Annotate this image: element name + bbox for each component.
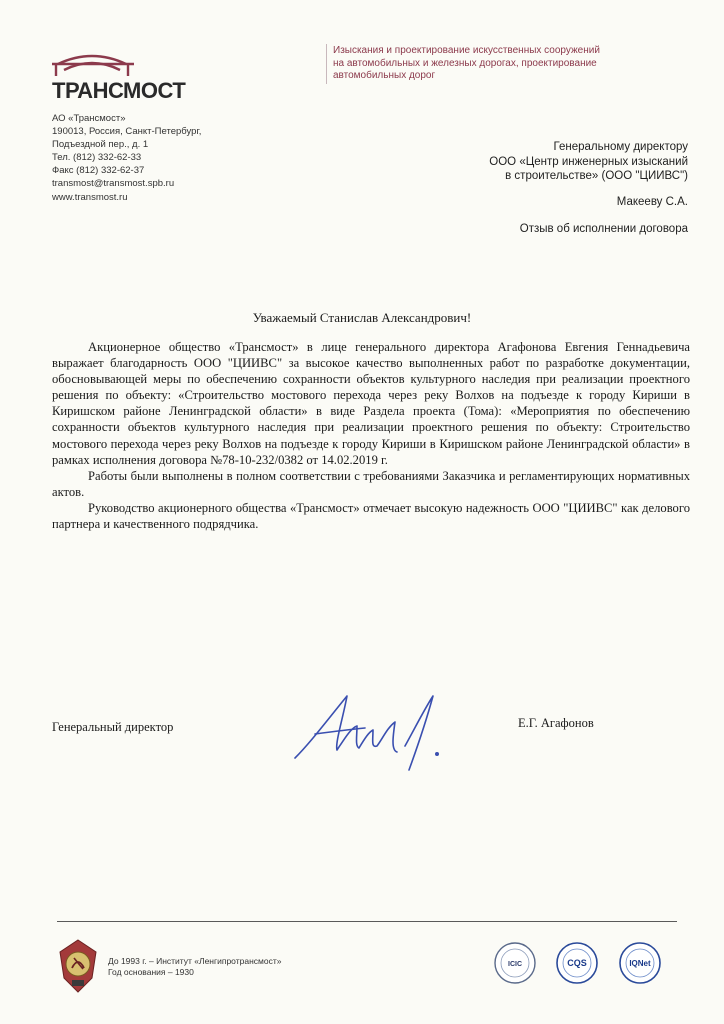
- handwritten-signature: [285, 688, 455, 778]
- salutation: Уважаемый Станислав Александрович!: [252, 310, 472, 325]
- letter-body: [52, 339, 690, 532]
- icic-certificate-icon: [493, 941, 537, 985]
- logo-wordmark: ТРАНСМОСТ: [52, 78, 186, 103]
- tagline-line: Изыскания и проектирование искусственных сооружений: [333, 45, 600, 56]
- cert-label: ICIC: [508, 961, 522, 968]
- cert-label: IQNet: [629, 959, 651, 968]
- addressee-line: ООО «Центр инженерных изысканий: [489, 155, 688, 168]
- footer-line: До 1993 г. – Институт «Ленгипротрансмост»: [108, 956, 282, 966]
- sender-fax: Факс (812) 332-62-37: [52, 165, 145, 177]
- addressee-line: в строительстве» (ООО "ЦИИВС"): [505, 170, 688, 182]
- sender-phone: Тел. (812) 332-62-33: [52, 152, 142, 164]
- body-paragraph: Работы были выполнены в полном соответствии с требованиями Заказчика и регламентирующих нормативных актов.: [52, 468, 690, 499]
- tagline-line: автомобильных дорог: [333, 70, 436, 81]
- order-emblem-icon: [56, 938, 100, 994]
- company-tagline: [333, 45, 663, 83]
- footer-history: [108, 956, 281, 978]
- body-paragraph: Акционерное общество «Трансмост» в лице генерального директора Агафонова Евгения Геннадьевича выражает благодарность ООО "ЦИИВС" за высокое качество выполненных работ по разработке документации, обосновывающей меры по обеспечению сохранности объектов культурного наследия при реализации проектного решения по объекту: «Строительство мостового перехода через реку Волхов на подъезде к городу Кириши в Киришском районе Ленинградской области» в виде Раздела проекта (Тома): «Мероприятия по обеспечению сохранности объектов культурного наследия при реализации проектного решения по объекту: Строительство мостового перехода через реку Волхов на подъезде к городу Кириши в Киришском районе Ленинградской области» в рамках исполнения договора №78-10-232/0382 от 14.02.2019 г.: [52, 340, 690, 467]
- sender-address-line: 190013, Россия, Санкт-Петербург,: [52, 126, 202, 138]
- signatory-title: Генеральный директор: [52, 720, 174, 734]
- footer-line: Год основания – 1930: [108, 967, 194, 977]
- addressee-block: [348, 140, 688, 237]
- tagline-line: на автомобильных и железных дорогах, проектирование: [333, 57, 597, 69]
- addressee-name: Макееву С.А.: [616, 195, 688, 208]
- cqs-certificate-icon: [555, 941, 599, 985]
- sender-website: www.transmost.ru: [52, 191, 128, 203]
- sender-email: transmost@transmost.spb.ru: [52, 178, 175, 190]
- cert-label: CQS: [567, 958, 587, 968]
- footer-divider: [57, 921, 677, 922]
- iqnet-certificate-icon: [618, 941, 662, 985]
- header-divider: [326, 44, 327, 84]
- letter-subject: Отзыв об исполнении договора: [519, 223, 688, 235]
- sender-address-line: Подъездной пер., д. 1: [52, 139, 149, 151]
- sender-company: АО «Трансмост»: [52, 113, 126, 124]
- addressee-line: Генеральному директору: [553, 141, 688, 153]
- sender-block: [52, 112, 272, 204]
- body-paragraph: Руководство акционерного общества «Трансмост» отмечает высокую надежность ООО "ЦИИВС" как делового партнера и качественного подрядчика.: [52, 500, 690, 532]
- signatory-name: Е.Г. Агафонов: [518, 716, 594, 730]
